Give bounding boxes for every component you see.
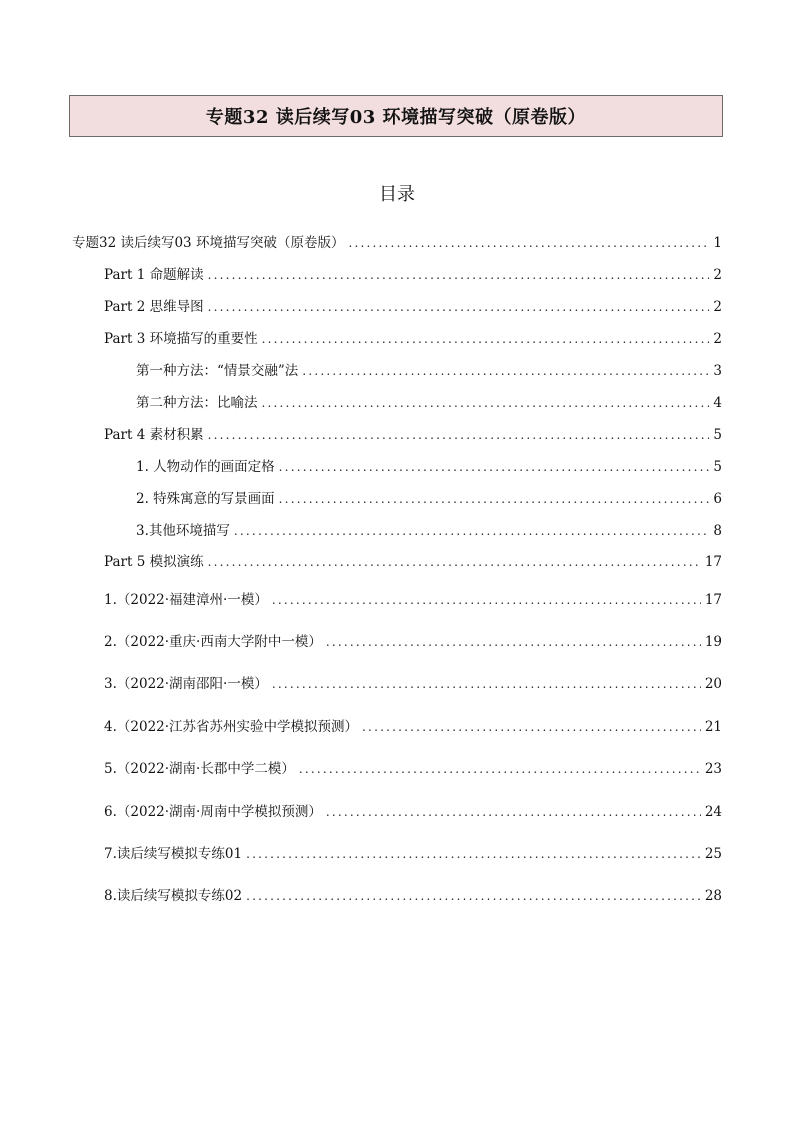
toc-entry-label: 专题32 读后续写03 环境描写突破（原卷版） (72, 235, 345, 251)
toc-entry-page: 20 (704, 676, 722, 692)
toc-entry-number: 6. (104, 804, 117, 820)
toc-entry-label: Part 5 模拟演练 (104, 554, 204, 570)
toc-entry-page: 21 (704, 719, 722, 735)
toc-dot-leader (208, 555, 701, 569)
toc-entry-page: 19 (704, 634, 722, 650)
toc-entry-number: 8. (104, 888, 117, 904)
toc-dot-leader (302, 364, 709, 378)
toc-entry-page: 8 (713, 523, 722, 539)
toc-entry[interactable] (104, 884, 722, 904)
toc-entry-page: 4 (713, 395, 722, 411)
toc-entry-page: 25 (704, 846, 722, 862)
toc-entry-label: 第一种方法：“情景交融”法 (136, 363, 299, 379)
toc-dot-leader (208, 428, 710, 442)
toc-entry-page: 24 (704, 804, 722, 820)
toc-entry-label: Part 1 命题解读 (104, 267, 204, 283)
toc-entry[interactable] (104, 800, 722, 820)
toc-dot-leader (208, 300, 710, 314)
toc-entry-label: Part 4 素材积累 (104, 427, 204, 443)
toc-dot-leader (246, 847, 701, 861)
toc-entry-page: 28 (704, 888, 722, 904)
toc-dot-leader (279, 492, 710, 506)
toc-entry[interactable] (104, 550, 722, 570)
toc-dot-leader (262, 396, 710, 410)
toc-entry-page: 1 (713, 235, 722, 251)
toc-entry-number: 1. (104, 592, 117, 608)
toc-entry-number: 2. (104, 634, 117, 650)
toc-entry-label: （2022·湖南邵阳·一模） (116, 676, 268, 692)
toc-entry-label: 3.其他环境描写 (136, 523, 230, 539)
toc-dot-leader (272, 677, 701, 691)
toc-heading: 目录 (379, 184, 415, 205)
toc-entry[interactable] (104, 672, 722, 692)
toc-entry-label: 读后续写模拟专练02 (116, 888, 243, 904)
toc-entry-label: （2022·江苏省苏州实验中学模拟预测） (116, 719, 359, 735)
toc-entry-number: 5. (104, 761, 117, 777)
toc-entry-label: （2022·福建漳州·一模） (116, 592, 268, 608)
toc-dot-leader (348, 236, 709, 250)
toc-entry-number: 7. (104, 846, 117, 862)
toc-entry-label: 读后续写模拟专练01 (116, 846, 243, 862)
toc-entry[interactable] (104, 715, 722, 735)
toc-entry-page: 23 (704, 761, 722, 777)
toc-entry[interactable] (104, 630, 722, 650)
toc-entry-label: （2022·湖南·周南中学模拟预测） (116, 804, 322, 820)
toc-entry-page: 2 (713, 267, 722, 283)
toc-entry-label: 第二种方法：比喻法 (136, 395, 258, 411)
toc-entry-number: 4. (104, 719, 117, 735)
toc-entry[interactable] (136, 391, 722, 411)
toc-entry-label: Part 2 思维导图 (104, 299, 204, 315)
toc-entry[interactable] (104, 588, 722, 608)
toc-entry-page: 2 (713, 331, 722, 347)
toc-dot-leader (234, 524, 710, 538)
toc-entry-page: 3 (713, 363, 722, 379)
toc-dot-leader (208, 268, 710, 282)
toc-entry[interactable] (136, 455, 722, 475)
toc-entry-label: （2022·湖南·长郡中学二模） (116, 761, 295, 777)
toc-entry-number: 3. (104, 676, 117, 692)
toc-entry-label: 1. 人物动作的画面定格 (136, 459, 275, 475)
toc-dot-leader (272, 593, 701, 607)
document-title: 专题32 读后续写03 环境描写突破（原卷版） (205, 107, 587, 128)
toc-entry-page: 17 (704, 554, 722, 570)
toc-entry[interactable] (104, 757, 722, 777)
toc-dot-leader (326, 805, 701, 819)
toc-entry[interactable] (104, 295, 722, 315)
toc-entry-label: 2. 特殊寓意的写景画面 (136, 491, 275, 507)
toc-dot-leader (326, 635, 701, 649)
toc-dot-leader (299, 762, 701, 776)
toc-entry-page: 5 (713, 427, 722, 443)
document-title-box (69, 95, 723, 137)
toc-dot-leader (246, 889, 701, 903)
toc-dot-leader (262, 332, 710, 346)
toc-dot-leader (279, 460, 710, 474)
toc-entry[interactable] (72, 231, 722, 251)
toc-entry[interactable] (104, 842, 722, 862)
toc-entry[interactable] (104, 327, 722, 347)
toc-entry-page: 6 (713, 491, 722, 507)
toc-entry[interactable] (136, 519, 722, 539)
toc-entry-page: 5 (713, 459, 722, 475)
toc-dot-leader (362, 720, 701, 734)
toc-entry-label: Part 3 环境描写的重要性 (104, 331, 258, 347)
toc-entry[interactable] (136, 359, 722, 379)
toc-entry-label: （2022·重庆·西南大学附中一模） (116, 634, 322, 650)
toc-entry[interactable] (136, 487, 722, 507)
toc-entry-page: 2 (713, 299, 722, 315)
toc-entry[interactable] (104, 423, 722, 443)
toc-entry[interactable] (104, 263, 722, 283)
toc-entry-page: 17 (704, 592, 722, 608)
